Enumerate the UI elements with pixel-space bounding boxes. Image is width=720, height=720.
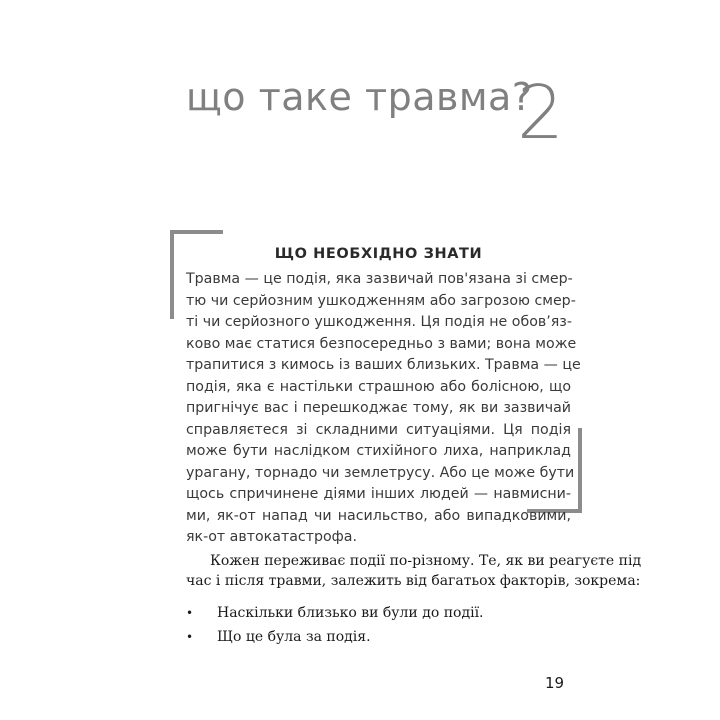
sidebar-line: ми, як-от напад чи насильство, або випадковими,: [186, 507, 571, 524]
bullet-text: Наскільки близько ви були до події.: [217, 605, 484, 621]
bullet-icon: •: [186, 630, 194, 644]
bracket-top-left-horizontal: [170, 230, 223, 234]
paragraph-line: Кожен переживає події по-різному. Те, як ви реагуєте під: [210, 553, 642, 569]
bracket-bottom-right-vertical: [578, 428, 582, 513]
page-number: 19: [545, 674, 565, 692]
bullet-list: [186, 601, 566, 649]
bullet-item: [186, 601, 566, 625]
paragraph-line: час і після травми, залежить від багатьох факторів, зокрема:: [186, 573, 641, 589]
sidebar-line: урагану, торнадо чи землетрусу. Або це може бути: [186, 464, 575, 481]
chapter-title: що таке травма?: [186, 75, 533, 119]
bullet-item: [186, 625, 566, 649]
bracket-top-left-vertical: [170, 230, 174, 319]
bullet-icon: •: [186, 606, 194, 620]
sidebar-line: трапитися з кимось із ваших близьких. Травма — це: [186, 357, 581, 373]
sidebar-line: Травма — це подія, яка зазвичай пов'язана зі смер-: [186, 271, 573, 287]
sidebar-line: справляєтеся зі складними ситуаціями. Ця подія: [186, 421, 571, 438]
sidebar-line: ті чи серйозного ушкодження. Ця подія не обов’яз-: [186, 314, 572, 330]
chapter-number: 2: [517, 70, 565, 156]
sidebar-text: [186, 269, 581, 549]
body-paragraph: [186, 551, 642, 591]
sidebar-line: пригнічує вас і перешкоджає тому, як ви зазвичай: [186, 400, 571, 416]
sidebar-line: щось спричинене діями інших людей — навмисни-: [186, 486, 571, 502]
sidebar-line: може бути наслідком стихійного лиха, наприклад: [186, 443, 571, 459]
sidebar-line: ково має статися безпосередньо з вами; вона може: [186, 335, 577, 352]
sidebar-heading: ЩО НЕОБХІДНО ЗНАТИ: [274, 246, 483, 262]
sidebar-line: як-от автокатастрофа.: [186, 529, 357, 545]
sidebar-line: подія, яка є настільки страшною або болісною, що: [186, 378, 571, 395]
sidebar-line: тю чи серйозним ушкодженням або загрозою смер-: [186, 292, 576, 309]
bullet-text: Що це була за подія.: [217, 629, 371, 645]
